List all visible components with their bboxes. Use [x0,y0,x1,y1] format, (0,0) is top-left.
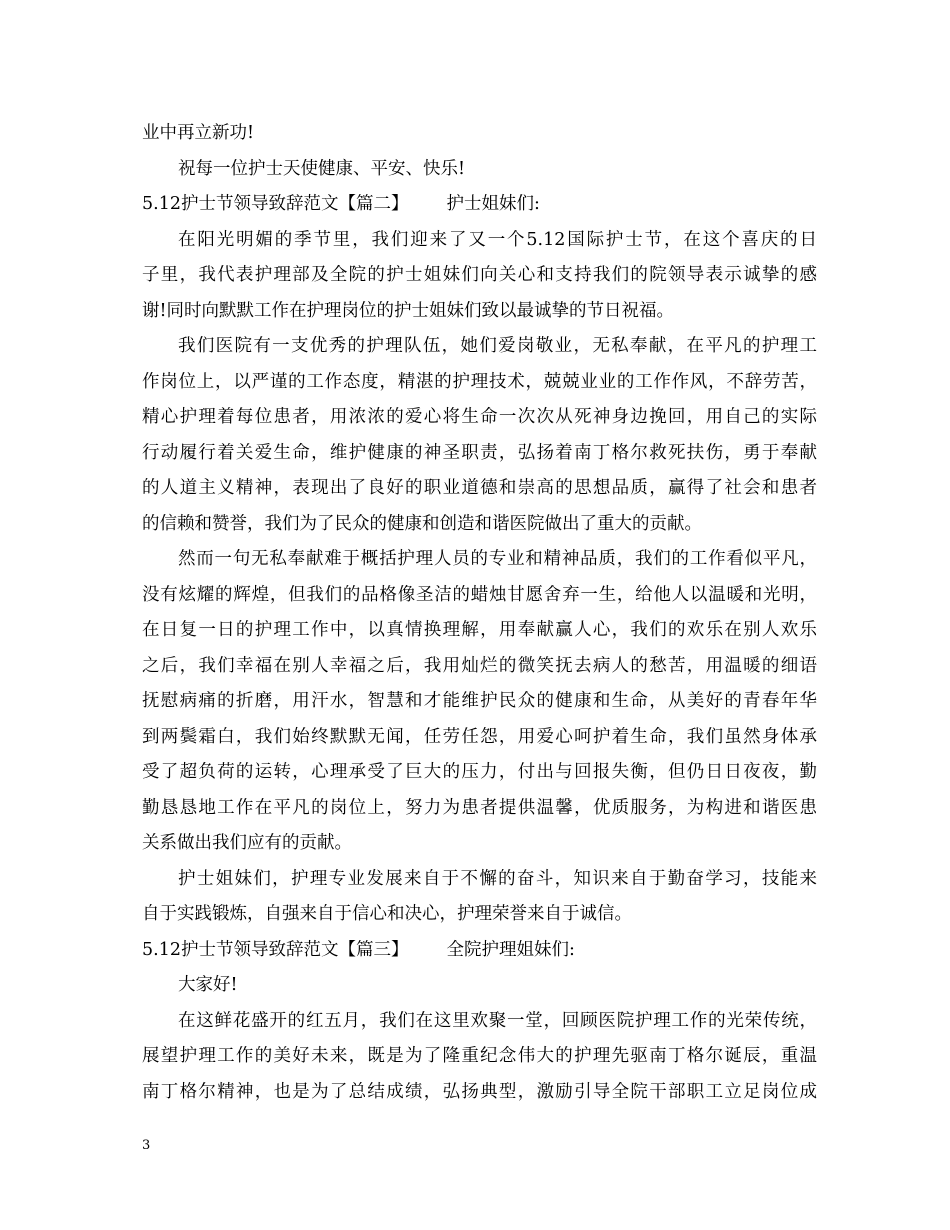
text-line: 勤恳恳地工作在平凡的岗位上，努力为患者提供温馨，优质服务，为构进和谐医患 [142,797,817,818]
paragraph-line [142,684,817,720]
paragraph-first-line [142,542,817,578]
text-line: 谢!同时向默默工作在护理岗位的护士姐妹们致以最诚挚的节日祝福。 [142,300,675,321]
paragraph-line [142,720,817,756]
section-heading-title: 5.12护士节领导致辞范文【篇二】 [142,194,409,214]
text-line: 我们医院有一支优秀的护理队伍，她们爱岗敬业，无私奉献，在平凡的护理工 [178,336,817,356]
text-line: 行动履行着关爱生命，维护健康的神圣职责，弘扬着南丁格尔救死扶伤，勇于奉献 [142,442,817,463]
paragraph-first-line [142,223,817,259]
paragraph-line [142,471,817,507]
text-line: 在日复一日的护理工作中，以真情换理解，用奉献赢人心，我们的欢乐在别人欢乐 [142,620,817,640]
paragraph-line [142,116,817,152]
section-heading [142,187,817,223]
text-line: 大家好! [178,975,238,995]
text-line: 祝每一位护士天使健康、平安、快乐! [178,158,466,179]
paragraph-first-line [142,1004,817,1040]
text-line: 作岗位上，以严谨的工作态度，精湛的护理技术，兢兢业业的工作作风，不辞劳苦， [142,371,817,392]
text-line: 的信赖和赞誉，我们为了民众的健康和创造和谐医院做出了重大的贡献。 [142,513,702,534]
paragraph-line [142,897,817,933]
document-body [142,116,817,1110]
paragraph-line [142,507,817,543]
paragraph-line [142,294,817,330]
section-heading-title: 5.12护士节领导致辞范文【篇三】 [142,939,409,960]
text-line: 关系做出我们应有的贡献。 [142,833,352,853]
paragraph-first-line [142,329,817,365]
paragraph-line [142,649,817,685]
text-line: 然而一句无私奉献难于概括护理人员的专业和精神品质，我们的工作看似平凡， [178,549,817,569]
text-line: 展望护理工作的美好未来，既是为了隆重纪念伟大的护理先驱南丁格尔诞辰，重温 [142,1046,817,1066]
text-line: 抚慰病痛的折磨，用汗水，智慧和才能维护民众的健康和生命，从美好的青春年华 [142,691,817,711]
text-line: 南丁格尔精神，也是为了总结成绩，弘扬典型，激励引导全院干部职工立足岗位成 [142,1081,817,1102]
paragraph-first-line [142,862,817,898]
text-line: 业中再立新功! [142,123,255,143]
text-line: 自于实践锻炼，自强来自于信心和决心，护理荣誉来自于诚信。 [142,904,632,924]
paragraph-line [142,755,817,791]
paragraph-first-line [142,152,817,188]
paragraph-line [142,400,817,436]
paragraph-line [142,365,817,401]
text-line: 子里，我代表护理部及全院的护士姐妹们向关心和支持我们的院领导表示诚挚的感 [142,265,817,285]
text-line: 在阳光明媚的季节里，我们迎来了又一个5.12国际护士节，在这个喜庆的日 [178,229,817,250]
salutation: 护士姐妹们: [446,194,540,214]
paragraph-line [142,258,817,294]
text-line: 在这鲜花盛开的红五月，我们在这里欢聚一堂，回顾医院护理工作的光荣传统， [178,1010,817,1031]
text-line: 没有炫耀的辉煌，但我们的品格像圣洁的蜡烛甘愿舍弃一生，给他人以温暖和光明， [142,584,817,605]
paragraph-line [142,436,817,472]
paragraph-line [142,1075,817,1111]
paragraph-line [142,1039,817,1075]
paragraph-line [142,613,817,649]
text-line: 之后，我们幸福在别人幸福之后，我用灿烂的微笑抚去病人的愁苦，用温暖的细语 [142,655,817,676]
paragraph-first-line [142,968,817,1004]
text-line: 护士姐妹们，护理专业发展来自于不懈的奋斗，知识来自于勤奋学习，技能来 [178,868,817,889]
text-line: 到两鬓霜白，我们始终默默无闻，任劳任怨，用爱心呵护着生命，我们虽然身体承 [142,726,817,747]
paragraph-line [142,791,817,827]
paragraph-line [142,826,817,862]
text-line: 受了超负荷的运转，心理承受了巨大的压力，付出与回报失衡，但仍日日夜夜，勤 [142,762,817,782]
salutation: 全院护理姐妹们: [446,939,575,960]
text-line: 的人道主义精神，表现出了良好的职业道德和崇高的思想品质，赢得了社会和患者 [142,478,817,498]
page-number: 3 [142,1138,151,1153]
paragraph-line [142,578,817,614]
section-heading [142,933,817,969]
text-line: 精心护理着每位患者，用浓浓的爱心将生命一次次从死神身边挽回，用自己的实际 [142,407,817,427]
